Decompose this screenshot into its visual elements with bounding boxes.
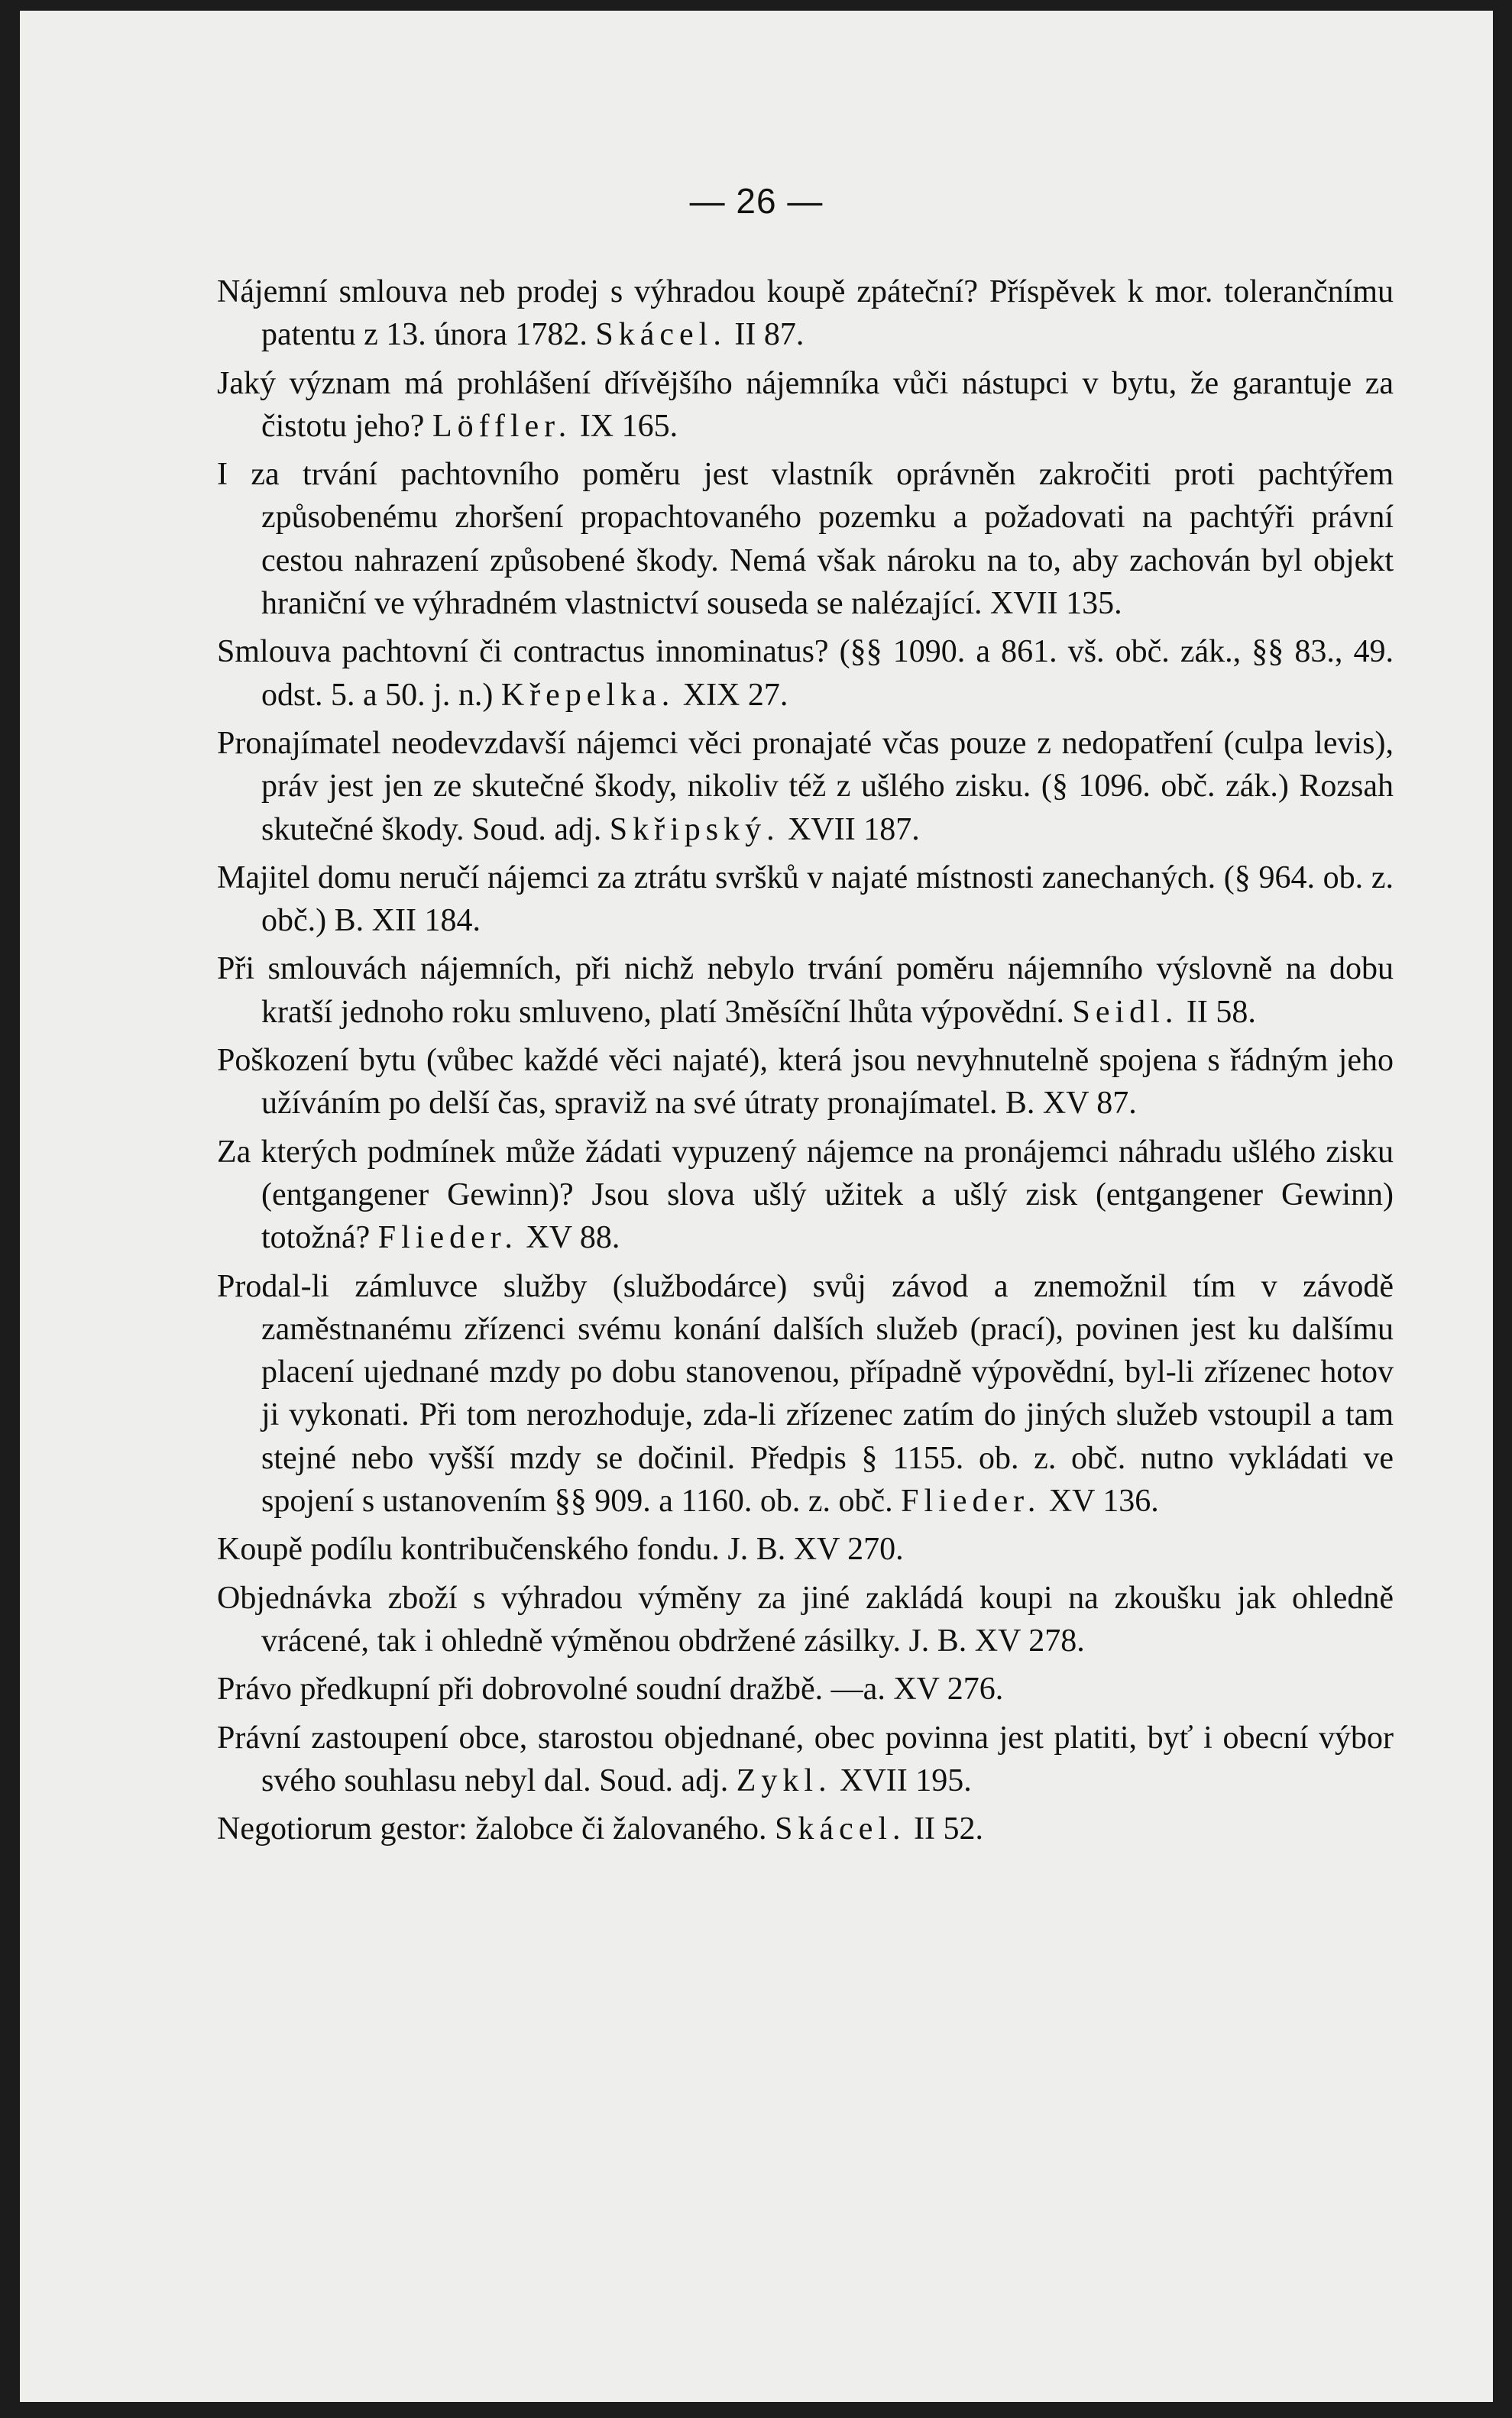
entry-text: Negotiorum gestor: žalobce či žalovaného. [217,1811,767,1847]
entry-text: I za trvání pachtovního poměru jest vlastník oprávněn zakročiti proti pachtýřem způsobenému zhoršení propachtovaného pozemku a požadovati na pachtýři právní cestou nahrazení způsobené škody. Nemá však nároku na to, aby zachován byl objekt hraniční ve výhradném vlastnictví souseda se nalézající. [217,457,1394,622]
entry-text: Za kterých podmínek může žádati vypuzený nájemce na pronájemci náhradu ušlého zisku (entgangener Gewinn)? Jsou slova ušlý užitek a ušlý zisk (entgangener Gewinn) totožná? [217,1134,1394,1256]
entry-author: Skácel. [595,317,727,353]
entry-source: XVII 195. [840,1763,972,1798]
entry-source: II 87. [734,317,805,353]
index-entry [217,1808,1394,1850]
entry-author: Flieder. [901,1484,1041,1520]
entry-source: B. XV 87. [1005,1086,1137,1122]
entry-source: XIX 27. [682,677,788,713]
index-entry [217,722,1394,851]
index-entry [217,947,1394,1034]
index-entry [217,1131,1394,1260]
entry-source: —a. XV 276. [830,1672,1004,1707]
index-entry [217,1668,1394,1711]
entry-source: B. XII 184. [334,903,481,939]
index-entry [217,1577,1394,1663]
entry-author: Skřipský. [609,811,780,847]
entry-author: Skácel. [775,1811,906,1847]
entry-source: XVII 187. [788,811,920,847]
entry-author: Löffler. [432,408,572,444]
entry-text: Objednávka zboží s výhradou výměny za jiné zakládá koupi na zkoušku jak ohledně vrácené, tak i ohledně výměnou obdržené zásilky. [217,1580,1394,1659]
entry-text: Nájemní smlouva neb prodej s výhradou koupě zpáteční? Příspěvek k mor. tolerančnímu patentu z 13. února 1782. [217,274,1394,353]
entry-source: II 58. [1186,994,1256,1030]
entry-author: Seidl. [1072,994,1179,1030]
entry-text: Majitel domu neručí nájemci za ztrátu svršků v najaté místnosti zanechaných. (§ 964. ob. z. obč.) [217,859,1394,939]
index-entry [217,1265,1394,1523]
entry-text: Poškození bytu (vůbec každé věci najaté), která jsou nevyhnutelně spojena s řádným jeho užíváním po delší čas, spraviž na své útraty pronajímatel. [217,1043,1394,1122]
index-entry [217,1528,1394,1571]
entry-source: IX 165. [579,408,678,444]
page-number: — 26 — [689,181,824,221]
index-entry [217,453,1394,625]
entry-source: XVII 135. [990,586,1122,622]
entry-author: Flieder. [377,1220,518,1256]
entry-source: J. B. XV 270. [727,1532,904,1568]
entry-source: J. B. XV 278. [908,1623,1085,1659]
entry-author: Křepelka. [500,677,675,713]
document-page [20,11,1493,2402]
index-entry [217,1039,1394,1125]
entry-source: XV 88. [526,1220,620,1256]
entry-text: Koupě podílu kontribučenského fondu. [217,1532,720,1568]
index-entry [217,856,1394,943]
index-entry [217,270,1394,357]
entry-author: Zykl. [736,1763,832,1798]
index-entry [217,630,1394,717]
entry-text: Smlouva pachtovní či contractus innominatus? (§§ 1090. a 861. vš. obč. zák., §§ 83., 49. odst. 5. a 50. j. n.) [217,634,1394,713]
entry-text: Pronajímatel neodevzdavší nájemci věci pronajaté včas pouze z nedopatření (culpa levis), práv jest jen ze skutečné škody, nikoliv též z ušlého zisku. (§ 1096. obč. zák.) Rozsah skutečné škody. Soud. adj. [217,725,1394,847]
entry-text: Právní zastoupení obce, starostou objednané, obec povinna jest platiti, byť i obecní výbor svého souhlasu nebyl dal. Soud. adj. [217,1720,1394,1798]
index-entry [217,1717,1394,1803]
entry-text: Jaký význam má prohlášení dřívějšího nájemníka vůči nástupci v bytu, že garantuje za čistotu jeho? [217,365,1394,444]
entry-text: Prodal-li zámluvce služby (službodárce) svůj závod a znemožnil tím v závodě zaměstnanému zřízenci svému konání dalších služeb (prací), povinen jest ku dalšímu placení ujednané mzdy po dobu stanovenou, případně výpovědní, byl-li zřízenec hotov ji vykonati. Při tom nerozhoduje, zda-li zřízenec zatím do jiných služeb vstoupil a tam stejné nebo vyšší mzdy se dočinil. Předpis § 1155. ob. z. obč. nutno vykládati ve spojení s ustanovením §§ 909. a 1160. ob. z. obč. [217,1268,1394,1520]
entry-source: II 52. [914,1811,983,1847]
entry-text: Právo předkupní při dobrovolné soudní dražbě. [217,1672,824,1707]
entry-source: XV 136. [1048,1484,1159,1520]
entry-text: Při smlouvách nájemních, při nichž nebylo trvání poměru nájemního výslovně na dobu kratší jednoho roku smluveno, platí 3měsíční lhůta výpovědní. [217,951,1394,1030]
index-entry [217,362,1394,448]
index-entries [217,270,1394,1856]
